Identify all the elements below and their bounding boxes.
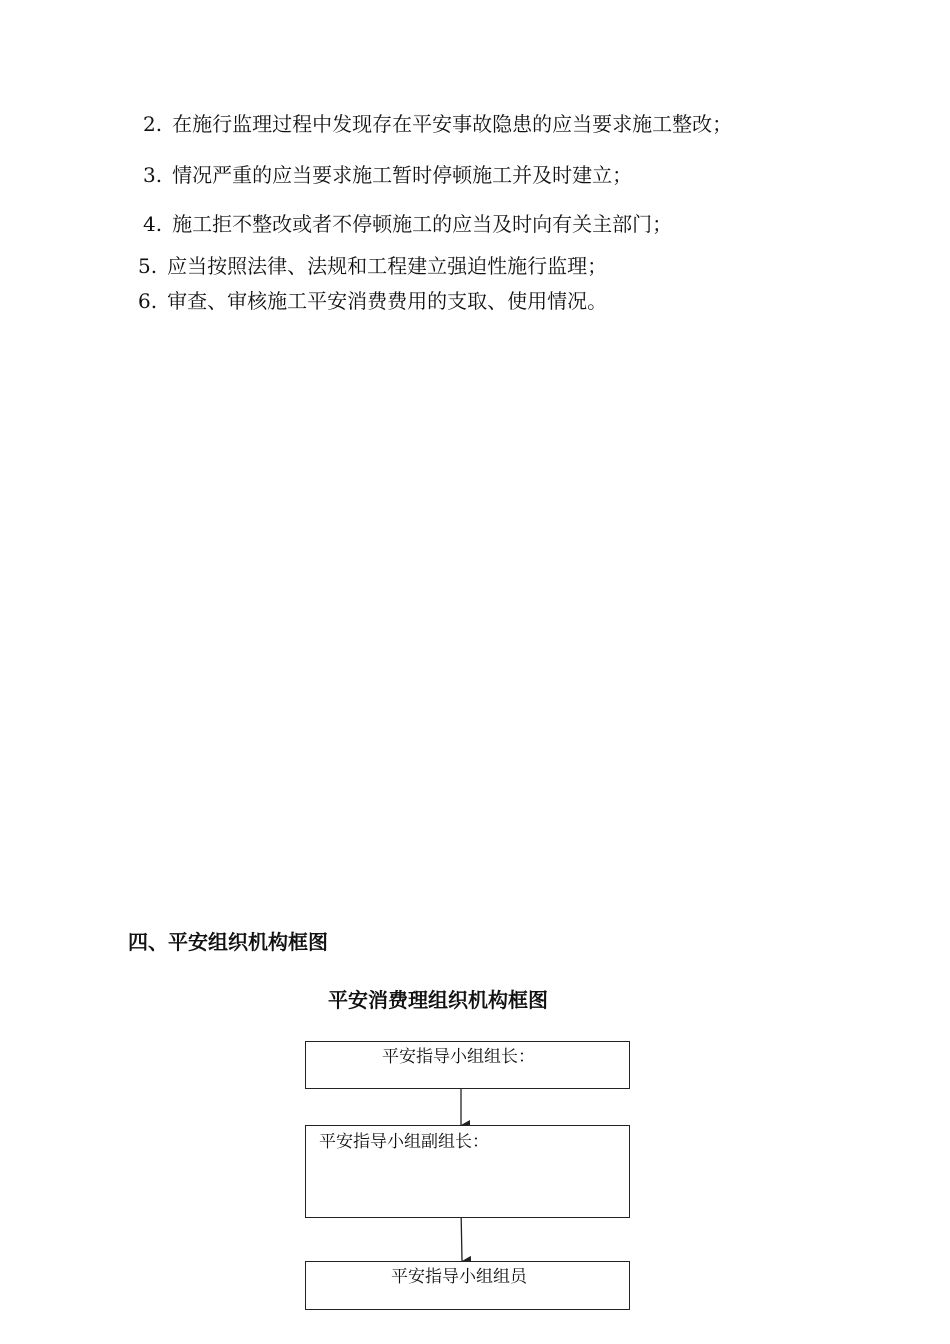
org-chart-title: 平安消费理组织机构框图 [328,988,548,1012]
list-item-number: 5. [138,254,158,278]
list-item-number: 4. [143,212,163,236]
org-box-leader [305,1041,630,1089]
org-box-label: 平安指导小组副组长： [319,1132,489,1152]
list-item-number: 6. [138,289,158,313]
list-item-text: 在施行监理过程中发现存在平安事故隐患的应当要求施工整改； [172,112,733,136]
list-item-number: 3. [143,163,163,187]
list-item-text: 情况严重的应当要求施工暂时停顿施工并及时建立； [172,163,633,187]
section-heading: 四、平安组织机构框图 [128,930,328,954]
list-item-text: 审查、审核施工平安消费费用的支取、使用情况。 [167,289,608,313]
org-box-label: 平安指导小组组长： [382,1047,535,1067]
org-box-members [305,1261,630,1310]
list-item-number: 2. [143,112,163,136]
list-item-text: 施工拒不整改或者不停顿施工的应当及时向有关主部门； [172,212,673,236]
list-item-text: 应当按照法律、法规和工程建立强迫性施行监理； [167,254,608,278]
org-box-label: 平安指导小组组员 [391,1267,527,1287]
org-box-deputy-leader [305,1125,630,1218]
